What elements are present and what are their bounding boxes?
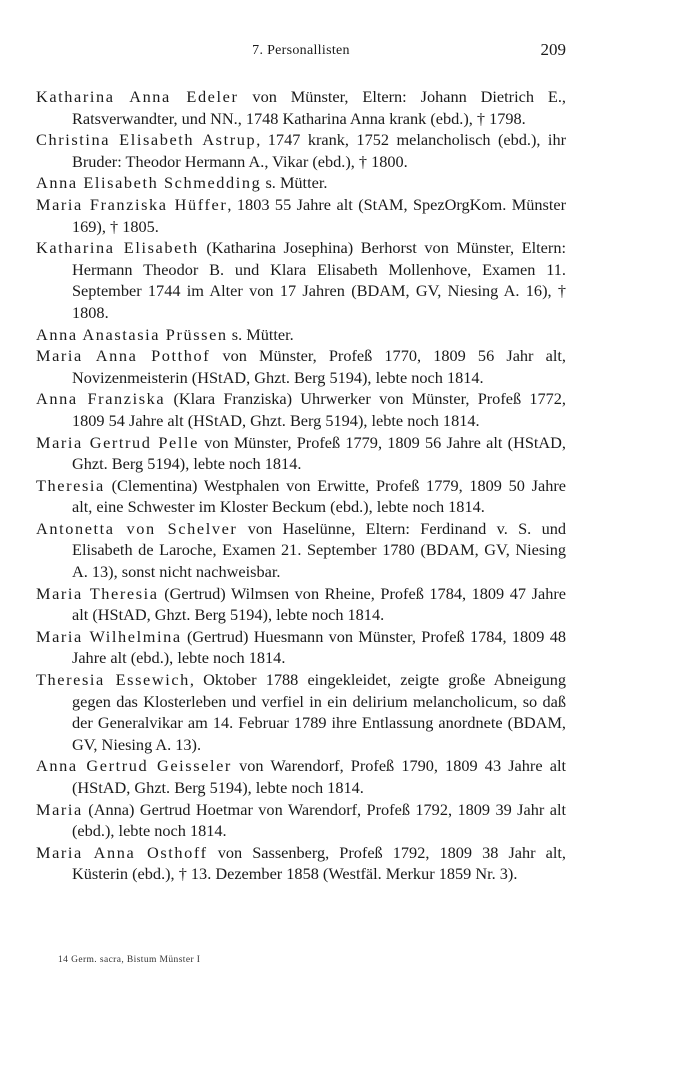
- entry-text: (Gertrud) Wilmsen von Rheine, Profeß 1784, 1809 47 Jahre alt (HStAD, Ghzt. Berg 5194), lebte noch 1814.: [72, 583, 566, 625]
- entry-name: Antonetta von Schelver: [36, 518, 238, 538]
- list-item: [36, 432, 566, 475]
- entry-name: Maria Franziska Hüffer: [36, 194, 228, 214]
- list-item: [36, 324, 566, 346]
- entry-name: Maria: [36, 799, 83, 819]
- entry-text: (Klara Franziska) Uhrwerker von Münster, Profeß 1772, 1809 54 Jahre alt (HStAD, Ghzt. Berg 5194), lebte noch 1814.: [72, 389, 566, 430]
- entry-text: von Münster, Profeß 1770, 1809 56 Jahr alt, Novizenmeisterin (HStAD, Ghzt. Berg 5194), lebte noch 1814.: [72, 346, 566, 387]
- entry-name: Theresia: [36, 475, 105, 495]
- entry-text: (Anna) Gertrud Hoetmar von Warendorf, Profeß 1792, 1809 39 Jahr alt (ebd.), lebte noch 1814.: [72, 799, 566, 841]
- entry-name: Maria Anna Potthof: [36, 346, 211, 366]
- list-item: [36, 129, 566, 172]
- list-item: [36, 475, 566, 518]
- list-item: [36, 842, 566, 885]
- entry-text: , 1803 55 Jahre alt (StAM, SpezOrgKom. Münster 169), † 1805.: [72, 194, 566, 236]
- entry-text: (Clementina) Westphalen von Erwitte, Profeß 1779, 1809 50 Jahre alt, eine Schwester im Kloster Beckum (ebd.), lebte noch 1814.: [72, 475, 566, 517]
- list-item: [36, 388, 566, 431]
- entry-name: Anna Franziska: [36, 389, 166, 409]
- entry-name: Anna Elisabeth Schmedding: [36, 173, 262, 193]
- page-header: [36, 40, 566, 62]
- entry-text: von Münster, Eltern: Johann Dietrich E., Ratsverwandter, und NN., 1748 Katharina Anna krank (ebd.), † 1798.: [72, 87, 567, 128]
- page-number: 209: [540, 40, 566, 59]
- entry-text: (Gertrud) Huesmann von Münster, Profeß 1784, 1809 48 Jahre alt (ebd.), lebte noch 1814.: [72, 626, 566, 668]
- list-item: [36, 237, 566, 323]
- entry-name: Maria Gertrud Pelle: [36, 432, 199, 452]
- entry-list: [36, 86, 566, 885]
- entry-name: Christina Elisabeth Astrup: [36, 130, 257, 150]
- list-item: [36, 755, 566, 798]
- entry-text: s. Mütter.: [227, 324, 294, 344]
- list-item: [36, 345, 566, 388]
- entry-text: (Katharina Josephina) Berhorst von Münster, Eltern: Hermann Theodor B. und Klara Elisabeth Mollenhove, Examen 11. September 1744 im Alter von 17 Jahren (BDAM, GV, Niesing A. 16), † 1808.: [72, 238, 566, 322]
- entry-text: , Oktober 1788 eingekleidet, zeigte große Abneigung gegen das Klosterleben und verfiel in ein delirium melancholicum, so daß der Generalvikar am 14. Februar 1789 ihre Entlassung anordnete (BDAM, GV, Niesing A. 13).: [72, 670, 566, 754]
- entry-text: von Haselünne, Eltern: Ferdinand v. S. und Elisabeth de Laroche, Examen 21. September 1780 (BDAM, GV, Niesing A. 13), sonst nicht nachweisbar.: [72, 518, 566, 582]
- signature-line: 14 Germ. sacra, Bistum Münster I: [58, 955, 201, 965]
- entry-name: Katharina Anna Edeler: [36, 87, 239, 106]
- list-item: [36, 626, 566, 669]
- entry-text: von Sassenberg, Profeß 1792, 1809 38 Jahr alt, Küsterin (ebd.), † 13. Dezember 1858 (Westfäl. Merkur 1859 Nr. 3).: [72, 842, 566, 884]
- entry-name: Katharina Elisabeth: [36, 238, 199, 258]
- entry-name: Theresia Essewich: [36, 670, 190, 690]
- entry-name: Maria Anna Osthoff: [36, 842, 208, 862]
- list-item: [36, 86, 566, 129]
- entry-text: von Münster, Profeß 1779, 1809 56 Jahre alt (HStAD, Ghzt. Berg 5194), lebte noch 1814.: [72, 432, 566, 474]
- list-item: [36, 194, 566, 237]
- entry-name: Anna Gertrud Geisseler: [36, 756, 232, 776]
- entry-text: , 1747 krank, 1752 melancholisch (ebd.), ihr Bruder: Theodor Hermann A., Vikar (ebd.), † 1800.: [72, 130, 567, 171]
- list-item: [36, 518, 566, 583]
- entry-name: Maria Theresia: [36, 583, 159, 603]
- list-item: [36, 669, 566, 755]
- list-item: [36, 583, 566, 626]
- entry-text: s. Mütter.: [261, 173, 328, 193]
- entry-name: Maria Wilhelmina: [36, 626, 182, 646]
- list-item: [36, 799, 566, 842]
- running-title: 7. Personallisten: [252, 43, 350, 58]
- entry-name: Anna Anastasia Prüssen: [36, 324, 228, 344]
- list-item: [36, 172, 566, 194]
- entry-text: von Warendorf, Profeß 1790, 1809 43 Jahre alt (HStAD, Ghzt. Berg 5194), lebte noch 1814.: [72, 756, 566, 797]
